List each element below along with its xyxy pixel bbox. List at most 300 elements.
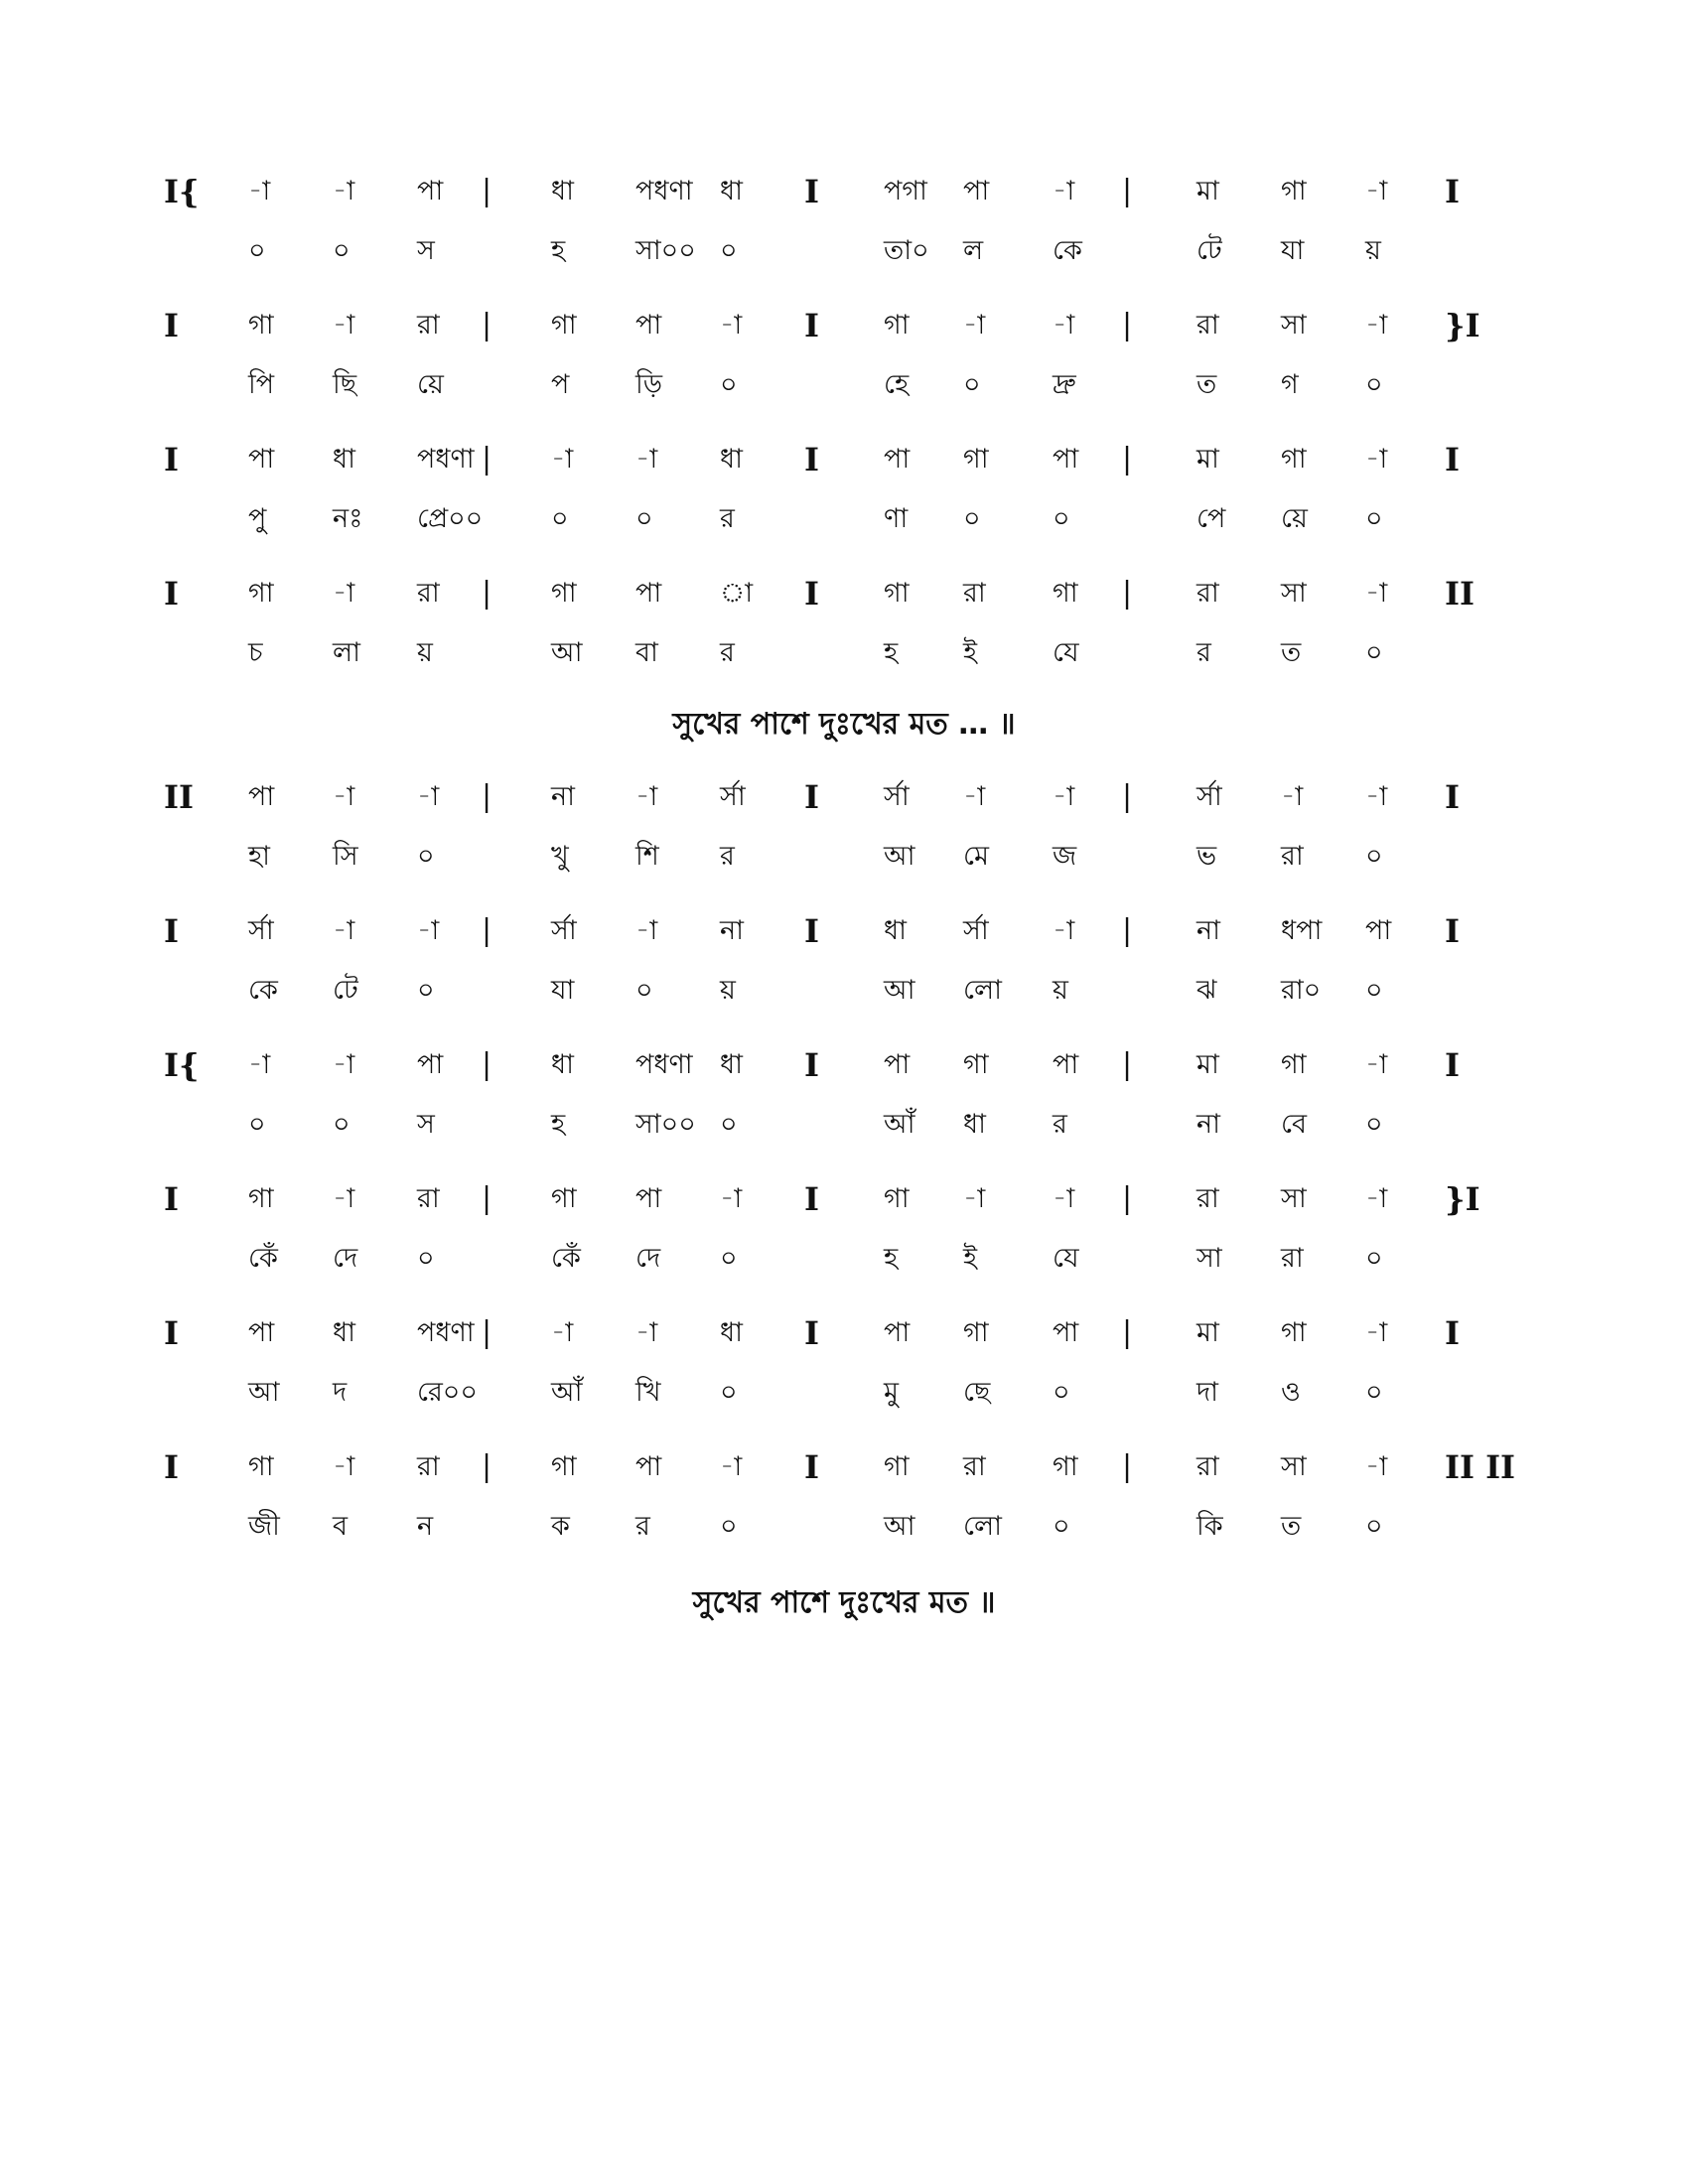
lyric-syllable: আ [884,975,915,1006]
note-row [164,1439,1516,1495]
swara-note: রা [963,578,986,609]
lyric-syllable: ০ [248,1109,266,1140]
bar-line: I [804,912,819,950]
swara-note: গা [884,578,910,609]
swara-note: ধা [884,915,907,946]
lyric-syllable: ল [963,235,984,266]
swara-note: -া [248,176,271,206]
lyric-row [179,1231,1499,1287]
swara-note: -া [1365,781,1388,812]
swara-note: গা [963,1317,989,1348]
swara-note: পধণা [635,176,693,206]
swara-note: রা [417,310,440,341]
bar-line: I [1445,778,1460,816]
lyric-syllable: ব [333,1511,349,1542]
lyric-syllable: ০ [720,1243,738,1274]
swara-note: ধা [720,444,743,475]
lyric-syllable: ধা [963,1109,986,1140]
notation-system [164,769,1499,888]
bar-line: II II [1445,1448,1516,1486]
bar-line: I [1445,441,1460,478]
beat-divider: | [482,174,492,208]
swara-note: -া [333,1451,355,1482]
lyric-syllable: টে [333,975,358,1006]
swara-note: -া [1053,781,1075,812]
bar-line: I [164,575,179,613]
lyric-syllable: যে [1053,1243,1079,1274]
swara-note: না [551,781,575,812]
bar-line: II [1445,575,1475,613]
lyric-syllable: সি [333,841,358,872]
swara-note: -া [1365,310,1388,341]
bar-line: I [804,575,819,613]
swara-note: গা [248,578,274,609]
lyric-syllable: ০ [417,841,435,872]
swara-note: পা [248,781,275,812]
bar-line: I [1445,1314,1460,1352]
swara-note: -া [635,444,658,475]
notation-system [164,1305,1499,1425]
swara-note: পা [884,444,911,475]
bar-line: I [164,1448,179,1486]
bar-line: }I [1445,1180,1480,1218]
swara-note: না [1196,915,1220,946]
lyric-syllable: র [720,503,735,534]
lyric-syllable: রা [1281,1243,1304,1274]
swara-note: -া [1281,781,1304,812]
note-row [164,1305,1499,1361]
lyric-syllable: ০ [720,1511,738,1542]
lyric-syllable: ০ [963,503,981,534]
lyric-syllable: ণা [884,503,909,534]
swara-note: ধপা [1281,915,1323,946]
swara-note: গা [1281,1049,1307,1080]
lyric-syllable: ০ [551,503,569,534]
swara-note: পধণা [635,1049,693,1080]
lyric-syllable: খু [551,841,569,872]
lyric-syllable: ০ [1365,975,1383,1006]
beat-divider: | [1122,1449,1133,1484]
lyric-syllable: র [1196,637,1211,668]
bar-line: I [804,1046,819,1084]
bar-line: I [1445,1046,1460,1084]
swara-note: -া [333,310,355,341]
lyric-syllable: ০ [963,369,981,400]
swara-note: পা [248,1317,275,1348]
lyric-syllable: আ [248,1377,280,1408]
swara-note: পা [635,310,662,341]
swara-note: -া [635,781,658,812]
lyric-syllable: ০ [1365,1109,1383,1140]
swara-note: গা [1053,1451,1078,1482]
swara-note: রা [1196,310,1219,341]
lyric-syllable: ঝ [1196,975,1217,1006]
swara-note: র্সা [884,781,910,812]
lyric-syllable: দ্রু [1053,369,1076,400]
swara-note: সা [1281,578,1307,609]
bar-line: I [164,912,179,950]
lyric-syllable: র [635,1511,650,1542]
bar-line: II [164,778,194,816]
swara-note: -া [333,176,355,206]
lyric-syllable: ই [963,637,978,668]
notation-system [164,164,1499,283]
lyric-syllable: জ [1053,841,1077,872]
lyric-syllable: ০ [417,975,435,1006]
beat-divider: | [1122,174,1133,208]
lyric-syllable: য় [1053,975,1068,1006]
swara-note: পা [1053,1049,1079,1080]
lyric-syllable: প্রে০০ [417,503,484,534]
swara-note: -া [1053,310,1075,341]
lyric-syllable: হ [551,235,566,266]
swara-note: রা [417,1183,440,1214]
swara-note: সা [1281,310,1307,341]
swara-note: ধা [333,444,355,475]
swara-note: রা [417,1451,440,1482]
lyric-syllable: ত [1281,637,1302,668]
bar-line: I [804,1180,819,1218]
lyric-syllable: ছে [963,1377,991,1408]
swara-note: র্সা [1196,781,1222,812]
lyric-syllable: ০ [1053,1377,1070,1408]
lyric-syllable: ০ [333,235,351,266]
lyric-syllable: নঃ [333,503,363,534]
swara-note: পা [635,578,662,609]
lyric-syllable: ০ [635,975,653,1006]
lyric-syllable: ভ [1196,841,1217,872]
swara-note: গা [248,310,274,341]
bar-line: I [164,441,179,478]
lyric-row [179,1365,1499,1421]
swara-note: র্সা [720,781,746,812]
lyric-syllable: যে [1053,637,1079,668]
swara-note: রা [1196,578,1219,609]
note-row [164,566,1499,621]
bar-line: I [1445,173,1460,210]
swara-note: -া [417,781,440,812]
refrain-line-middle: সুখের পাশে দুঃখের মত … ॥ [672,707,1016,742]
beat-divider: | [1122,1315,1133,1350]
swara-note: র্সা [248,915,274,946]
lyric-syllable: মু [884,1377,899,1408]
swara-note: -া [635,915,658,946]
lyric-syllable: ০ [333,1109,351,1140]
bar-line: I [164,307,179,344]
lyric-syllable: ০ [720,369,738,400]
swara-note: ধা [720,1317,743,1348]
bar-line: I [164,1180,179,1218]
lyric-syllable: ০ [1053,1511,1070,1542]
swara-note: -া [333,1049,355,1080]
swara-note: -া [1365,1451,1388,1482]
swara-note: ধা [720,1049,743,1080]
beat-divider: | [482,1449,492,1484]
swara-note: পধণা [417,444,475,475]
lyric-syllable: রা [1281,841,1304,872]
beat-divider: | [482,576,492,611]
lyric-syllable: জী [248,1511,280,1542]
beat-divider: | [1122,1181,1133,1216]
lyric-syllable: স [417,235,435,266]
swara-note: ধা [551,176,574,206]
swara-note: গা [1281,1317,1307,1348]
lyric-syllable: ০ [1365,841,1383,872]
beat-divider: | [1122,576,1133,611]
bar-line: I [804,441,819,478]
swara-note: -া [1365,1317,1388,1348]
notation-system [164,1439,1516,1559]
swara-note: রা [1196,1451,1219,1482]
note-row [164,1037,1499,1093]
swara-note: সা [1281,1183,1307,1214]
swara-note: পা [884,1317,911,1348]
lyric-syllable: ড়ি [635,369,662,400]
swara-note: ধা [720,176,743,206]
beat-divider: | [1122,308,1133,342]
lyric-syllable: হে [884,369,910,400]
lyric-syllable: ০ [720,235,738,266]
swara-note: র্সা [963,915,989,946]
beat-divider: | [1122,442,1133,477]
swara-note: গা [551,310,577,341]
swara-note: -া [1053,176,1075,206]
lyric-row [179,829,1499,885]
lyric-syllable: রে০০ [417,1377,478,1408]
swara-note: গা [1281,176,1307,206]
lyric-syllable: ০ [248,235,266,266]
bar-line: I{ [164,173,200,210]
lyric-syllable: তা০ [884,235,929,266]
notation-system [164,298,1499,417]
lyric-row [179,625,1499,681]
lyric-syllable: বে [1281,1109,1307,1140]
swara-note: রা [963,1451,986,1482]
swara-note: -া [1053,1183,1075,1214]
swara-note: র্সা [551,915,577,946]
note-row [164,903,1499,959]
lyric-syllable: সা০০ [635,235,696,266]
lyric-syllable: রা০ [1281,975,1322,1006]
swara-note: রা [417,578,440,609]
swara-note: গা [963,444,989,475]
lyric-syllable: কেঁ [248,1243,278,1274]
lyric-syllable: প [551,369,570,400]
lyric-syllable: টে [1196,235,1222,266]
lyric-syllable: আঁ [884,1109,915,1140]
bar-line: }I [1445,307,1480,344]
notation-system [164,903,1499,1023]
swara-note: মা [1196,444,1219,475]
lyric-syllable: ০ [1365,1243,1383,1274]
swara-note: রা [1196,1183,1219,1214]
swara-note: মা [1196,1317,1219,1348]
swara-note: পা [884,1049,911,1080]
lyric-syllable: দ [333,1377,348,1408]
note-row [164,164,1499,219]
lyric-syllable: দে [333,1243,358,1274]
lyric-syllable: ০ [1365,637,1383,668]
lyric-syllable: সা০০ [635,1109,696,1140]
lyric-syllable: লা [333,637,360,668]
swara-note: গা [884,1451,910,1482]
notation-system [164,566,1499,685]
bar-line: I [1445,912,1460,950]
lyric-syllable: ০ [1365,503,1383,534]
lyric-syllable: স [417,1109,435,1140]
swara-note: পা [417,1049,444,1080]
lyric-syllable: না [1196,1109,1220,1140]
swara-note: -া [551,444,574,475]
lyric-syllable: হা [248,841,271,872]
lyric-syllable: ক [551,1511,570,1542]
lyric-syllable: আঁ [551,1377,583,1408]
lyric-syllable: ও [1281,1377,1301,1408]
bar-line: I [804,1448,819,1486]
swara-note: পধণা [417,1317,475,1348]
swara-note: -া [1365,444,1388,475]
bar-line: I [804,173,819,210]
lyric-syllable: পি [248,369,275,400]
lyric-syllable: কে [1053,235,1082,266]
lyric-syllable: ০ [1365,1511,1383,1542]
swara-note: -া [1365,176,1388,206]
lyric-syllable: গ [1281,369,1299,400]
swara-note: গা [248,1183,274,1214]
lyric-syllable: য়ে [1281,503,1308,534]
lyric-syllable: মে [963,841,989,872]
note-row [164,769,1499,825]
swara-note: -া [963,1183,986,1214]
swara-note: -া [720,1183,743,1214]
swara-note: গা [1053,578,1078,609]
notation-system [164,1171,1499,1291]
lyric-syllable: ০ [1365,1377,1383,1408]
note-row [164,432,1499,487]
beat-divider: | [1122,779,1133,814]
lyric-syllable: য় [417,637,433,668]
lyric-syllable: আ [884,841,915,872]
swara-note: গা [248,1451,274,1482]
beat-divider: | [482,779,492,814]
swara-note: -া [963,781,986,812]
swara-note: পা [248,444,275,475]
beat-divider: | [482,913,492,948]
swara-note: গা [963,1049,989,1080]
swara-note: গা [551,1183,577,1214]
lyric-row [179,223,1499,279]
swara-note: -া [1053,915,1075,946]
lyric-syllable: ০ [1365,369,1383,400]
lyric-syllable: র [720,637,735,668]
swara-note: সা [1281,1451,1307,1482]
lyric-syllable: ০ [1053,503,1070,534]
lyric-syllable: বা [635,637,658,668]
lyric-syllable: ত [1281,1511,1302,1542]
swara-note: পা [1053,1317,1079,1348]
lyric-syllable: ০ [720,1377,738,1408]
lyric-syllable: য় [720,975,736,1006]
lyric-syllable: ই [963,1243,978,1274]
swara-note: পা [963,176,990,206]
swara-note: -া [333,781,355,812]
swara-note: -া [1365,1183,1388,1214]
lyric-syllable: র [720,841,735,872]
beat-divider: | [482,1315,492,1350]
beat-divider: | [482,1181,492,1216]
lyric-syllable: দে [635,1243,661,1274]
beat-divider: | [482,442,492,477]
lyric-syllable: আ [884,1511,915,1542]
swara-note: পা [417,176,444,206]
lyric-syllable: শি [635,841,659,872]
lyric-syllable: লো [963,1511,1002,1542]
lyric-row [179,963,1499,1019]
swara-note: পা [635,1451,662,1482]
lyric-syllable: ০ [635,503,653,534]
bar-line: I [804,1314,819,1352]
note-row [164,298,1499,353]
lyric-syllable: খি [635,1377,661,1408]
swara-note: মা [1196,1049,1219,1080]
lyric-syllable: পু [248,503,267,534]
lyric-syllable: ন [417,1511,434,1542]
swara-note: গা [1281,444,1307,475]
lyric-syllable: ত [1196,369,1217,400]
swara-note: না [720,915,744,946]
lyric-syllable: য়ে [417,369,444,400]
lyric-syllable: কেঁ [551,1243,581,1274]
lyric-row [179,357,1499,413]
bar-line: I [804,307,819,344]
swara-note: পগা [884,176,927,206]
notation-system [164,432,1499,551]
lyric-syllable: য় [1365,235,1381,266]
lyric-syllable: ০ [417,1243,435,1274]
lyric-row [179,491,1499,547]
bar-line: I [164,1314,179,1352]
beat-divider: | [482,1047,492,1082]
swara-note: -া [963,310,986,341]
lyric-syllable: সা [1196,1243,1222,1274]
swara-note: পা [1053,444,1079,475]
bar-line: I [804,778,819,816]
swara-note: গা [551,578,577,609]
swara-note: পা [635,1183,662,1214]
swara-note: -া [248,1049,271,1080]
swara-note: -া [333,578,355,609]
swara-note: পা [1365,915,1392,946]
swara-note: ধা [551,1049,574,1080]
lyric-syllable: যা [551,975,575,1006]
swara-note: -া [1365,578,1388,609]
lyric-syllable: লো [963,975,1002,1006]
notation-system [164,1037,1499,1157]
lyric-syllable: হ [884,1243,899,1274]
lyric-syllable: চ [248,637,263,668]
lyric-syllable: কে [248,975,278,1006]
swara-note: -া [333,915,355,946]
swara-note: -া [333,1183,355,1214]
swara-note: -া [1365,1049,1388,1080]
swara-note: গা [551,1451,577,1482]
beat-divider: | [1122,913,1133,948]
lyric-row [179,1499,1499,1555]
lyric-syllable: ছি [333,369,357,400]
beat-divider: | [1122,1047,1133,1082]
lyric-row [179,1097,1499,1153]
swara-note: -া [720,310,743,341]
